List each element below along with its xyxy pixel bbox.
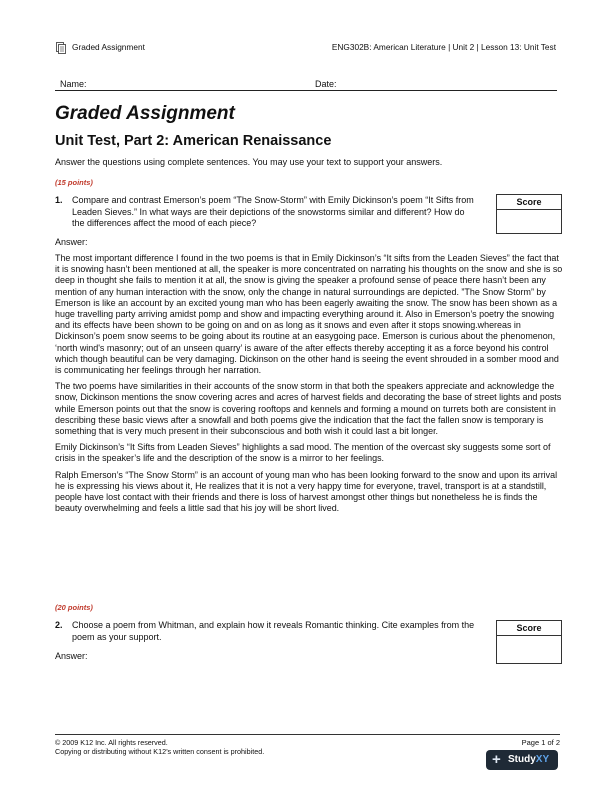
name-date-row <box>55 78 557 91</box>
question-2-number: 2. <box>55 620 63 630</box>
answer-paragraph: The most important difference I found in the two poems is that in Emily Dickinson’s “It sifts from the Leaden Sieves” the fact that it is snowing hasn’t been mentioned at all, the speaker is more concentrated on narrating his thoughts on the snow and she is so deep in thought she fails to mention it at all, the snow is giving the speaker a profound sense of peace there hasn’t been any mention of any human interaction with the snow, only the change in natural surroundings are depicted. ”The Snow Storm” by Emerson is like an account by an excited young man who has been eagerly awaiting the snow. The snow has been shown as a huge travelling party arriving amidst pomp and show and impacting everything around it. Also in Emerson’s poetry the snowing and its effects have been shown to be going on and on as long as it snows and even after it stops snowing.whereas in Dickinson’s poem snow seems to be going about its routine at an easygoing pace. Emerson is curious about the phenomenon, ‘north wind's masonry; out of an unseen quarry’ is aware of the after effects thereby accepting it as a force beyond his control which though beautiful can be very damaging. Dickinson on the other hand is seeing the event shrouded in a somber mood and is communicating her feelings through her narration. <box>55 253 563 376</box>
studyxy-badge[interactable] <box>486 750 558 770</box>
score-label: Score <box>497 621 561 636</box>
name-label: Name: <box>60 79 87 89</box>
question-1-points: (15 points) <box>55 178 93 187</box>
date-label: Date: <box>315 79 337 89</box>
footer-notice: Copying or distributing without K12’s written consent is prohibited. <box>55 747 265 756</box>
document-icon <box>56 42 66 54</box>
answer-paragraph: The two poems have similarities in their accounts of the snow storm in that both the speakers appreciate and acknowledge the snow, Dickinson mentions the snow covering acres and acres of harvest fields and decorating the base of street lights and posts while Emerson points out that the snow is covering rooftops and kennels and forming a mound on turrets both are consistent in describing these basic views after a snowfall and both poems give the indication that the fact the fallen snow is temporary is something that is very much present in their subconscious and both wish it could last a bit longer. <box>55 381 562 437</box>
question-1-answer-label: Answer: <box>55 237 88 247</box>
footer-left <box>55 738 264 756</box>
header-right: ENG302B: American Literature | Unit 2 | Lesson 13: Unit Test <box>331 42 556 52</box>
page-title: Graded Assignment <box>55 103 235 124</box>
header-left: Graded Assignment <box>72 42 145 52</box>
question-2-points: (20 points) <box>55 603 93 612</box>
question-1-score-box <box>496 194 562 234</box>
page-subtitle: Unit Test, Part 2: American Renaissance <box>55 133 332 149</box>
plus-icon: + <box>492 751 501 768</box>
question-1-answer <box>55 253 563 519</box>
studyxy-logo-text: StudyXY <box>508 754 550 765</box>
question-2-answer-label: Answer: <box>55 651 88 661</box>
question-2-text: Choose a poem from Whitman, and explain how it reveals Romantic thinking. Cite examples from the poem as your support. <box>72 620 475 642</box>
question-2-score-box <box>496 620 562 664</box>
question-1-text: Compare and contrast Emerson’s poem “The Snow-Storm” with Emily Dickinson’s poem “It Sifts from Leaden Sieves.” In what ways are their depictions of the snowstorms similar and different? How do the differences affect the mood of each piece? <box>72 195 474 228</box>
footer-divider <box>55 734 560 735</box>
instructions: Answer the questions using complete sentences. You may use your text to support your answers. <box>55 157 443 167</box>
answer-paragraph: Emily Dickinson’s “It Sifts from Leaden Sieves” highlights a sad mood. The mention of the overcast sky suggests some sort of crisis in the speaker’s life and the description of the snow is a mirror to her feelings. <box>55 442 551 464</box>
question-1-number: 1. <box>55 195 63 205</box>
footer-page-number: Page 1 of 2 <box>521 738 560 747</box>
answer-paragraph: Ralph Emerson’s “The Snow Storm” is an account of young man who has been looking forward to the snow and upon its arrival he is expressing his views about it, He realizes that it is not a very happy time for everyone, travel, transport is at a standstill, people have lost contact with their friends and there is loss of harvest amongst other things but nonetheless he is finds the beauty overwhelming and feels a little sad that his joy will be short lived. <box>55 469 558 514</box>
score-label: Score <box>497 195 561 210</box>
footer-copyright: © 2009 K12 Inc. All rights reserved. <box>55 738 168 747</box>
